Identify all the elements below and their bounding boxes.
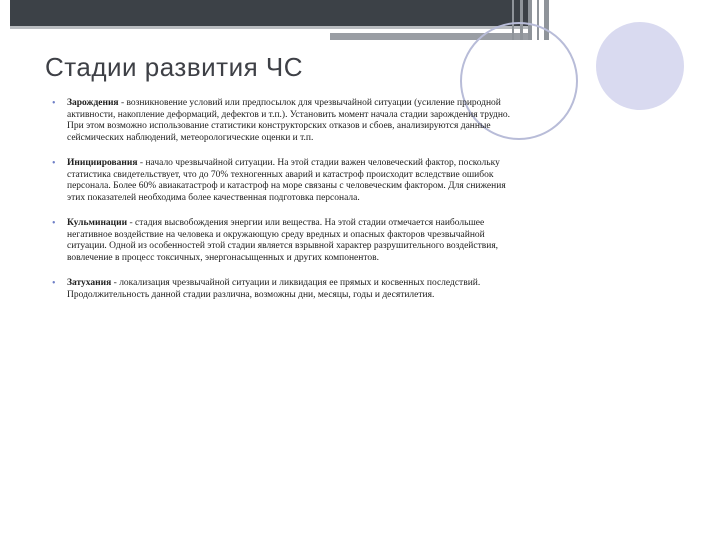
stage-item	[52, 278, 512, 301]
stage-item	[52, 158, 512, 204]
stage-item	[52, 98, 512, 144]
bullet: •	[52, 218, 56, 229]
header-bar	[10, 0, 530, 26]
stage-description: - стадия высвобождения энергии или вещества. На этой стадии отмечается наибольшее негативное воздействие на человека и окружающую среду вредных и опасных факторов чрезвычайной ситуации. Одной из особенностей этой стадии является взрывной характер разрушительного воздействия, вовлечение в процесс токсичных, энергонасыщенных и других компонентов.	[67, 218, 499, 263]
decorative-circle	[596, 22, 684, 110]
stage-list	[52, 98, 512, 315]
stage-term: Кульминации	[67, 218, 128, 228]
stage-description: - локализация чрезвычайной ситуации и ликвидация ее прямых и косвенных последствий. Продолжительность данной стадии различна, возможны дни, месяцы, годы и десятилетия.	[67, 278, 481, 300]
slide-title: Стадии развития ЧС	[45, 52, 304, 82]
bullet: •	[52, 98, 56, 109]
stage-description: - возникновение условий или предпосылок для чрезвычайной ситуации (усиление природной активности, накопление деформаций, дефектов и т.п.). Установить момент начала стадии зарождения трудно. При этом возможно использование статистики конструкторских отказов и сбоев, анализируются данные сейсмических наблюдений, метеорологические оценки и т.п.	[67, 98, 511, 143]
stage-term: Затухания	[67, 278, 112, 288]
stage-term: Инициирования	[67, 158, 138, 168]
stage-item	[52, 218, 512, 264]
bullet: •	[52, 158, 56, 169]
stage-term: Зарождения	[67, 98, 119, 108]
bullet: •	[52, 278, 56, 289]
stage-description: - начало чрезвычайной ситуации. На этой стадии важен человеческий фактор, поскольку статистика свидетельствует, что до 70% техногенных аварий и катастроф происходит вследствие ошибок персонала. Более 60% авиакатастроф и катастроф на море связаны с человеческим фактором. Для снижения этих показателей необходима более качественная подготовка персонала.	[67, 158, 506, 203]
header-strip	[10, 26, 530, 29]
